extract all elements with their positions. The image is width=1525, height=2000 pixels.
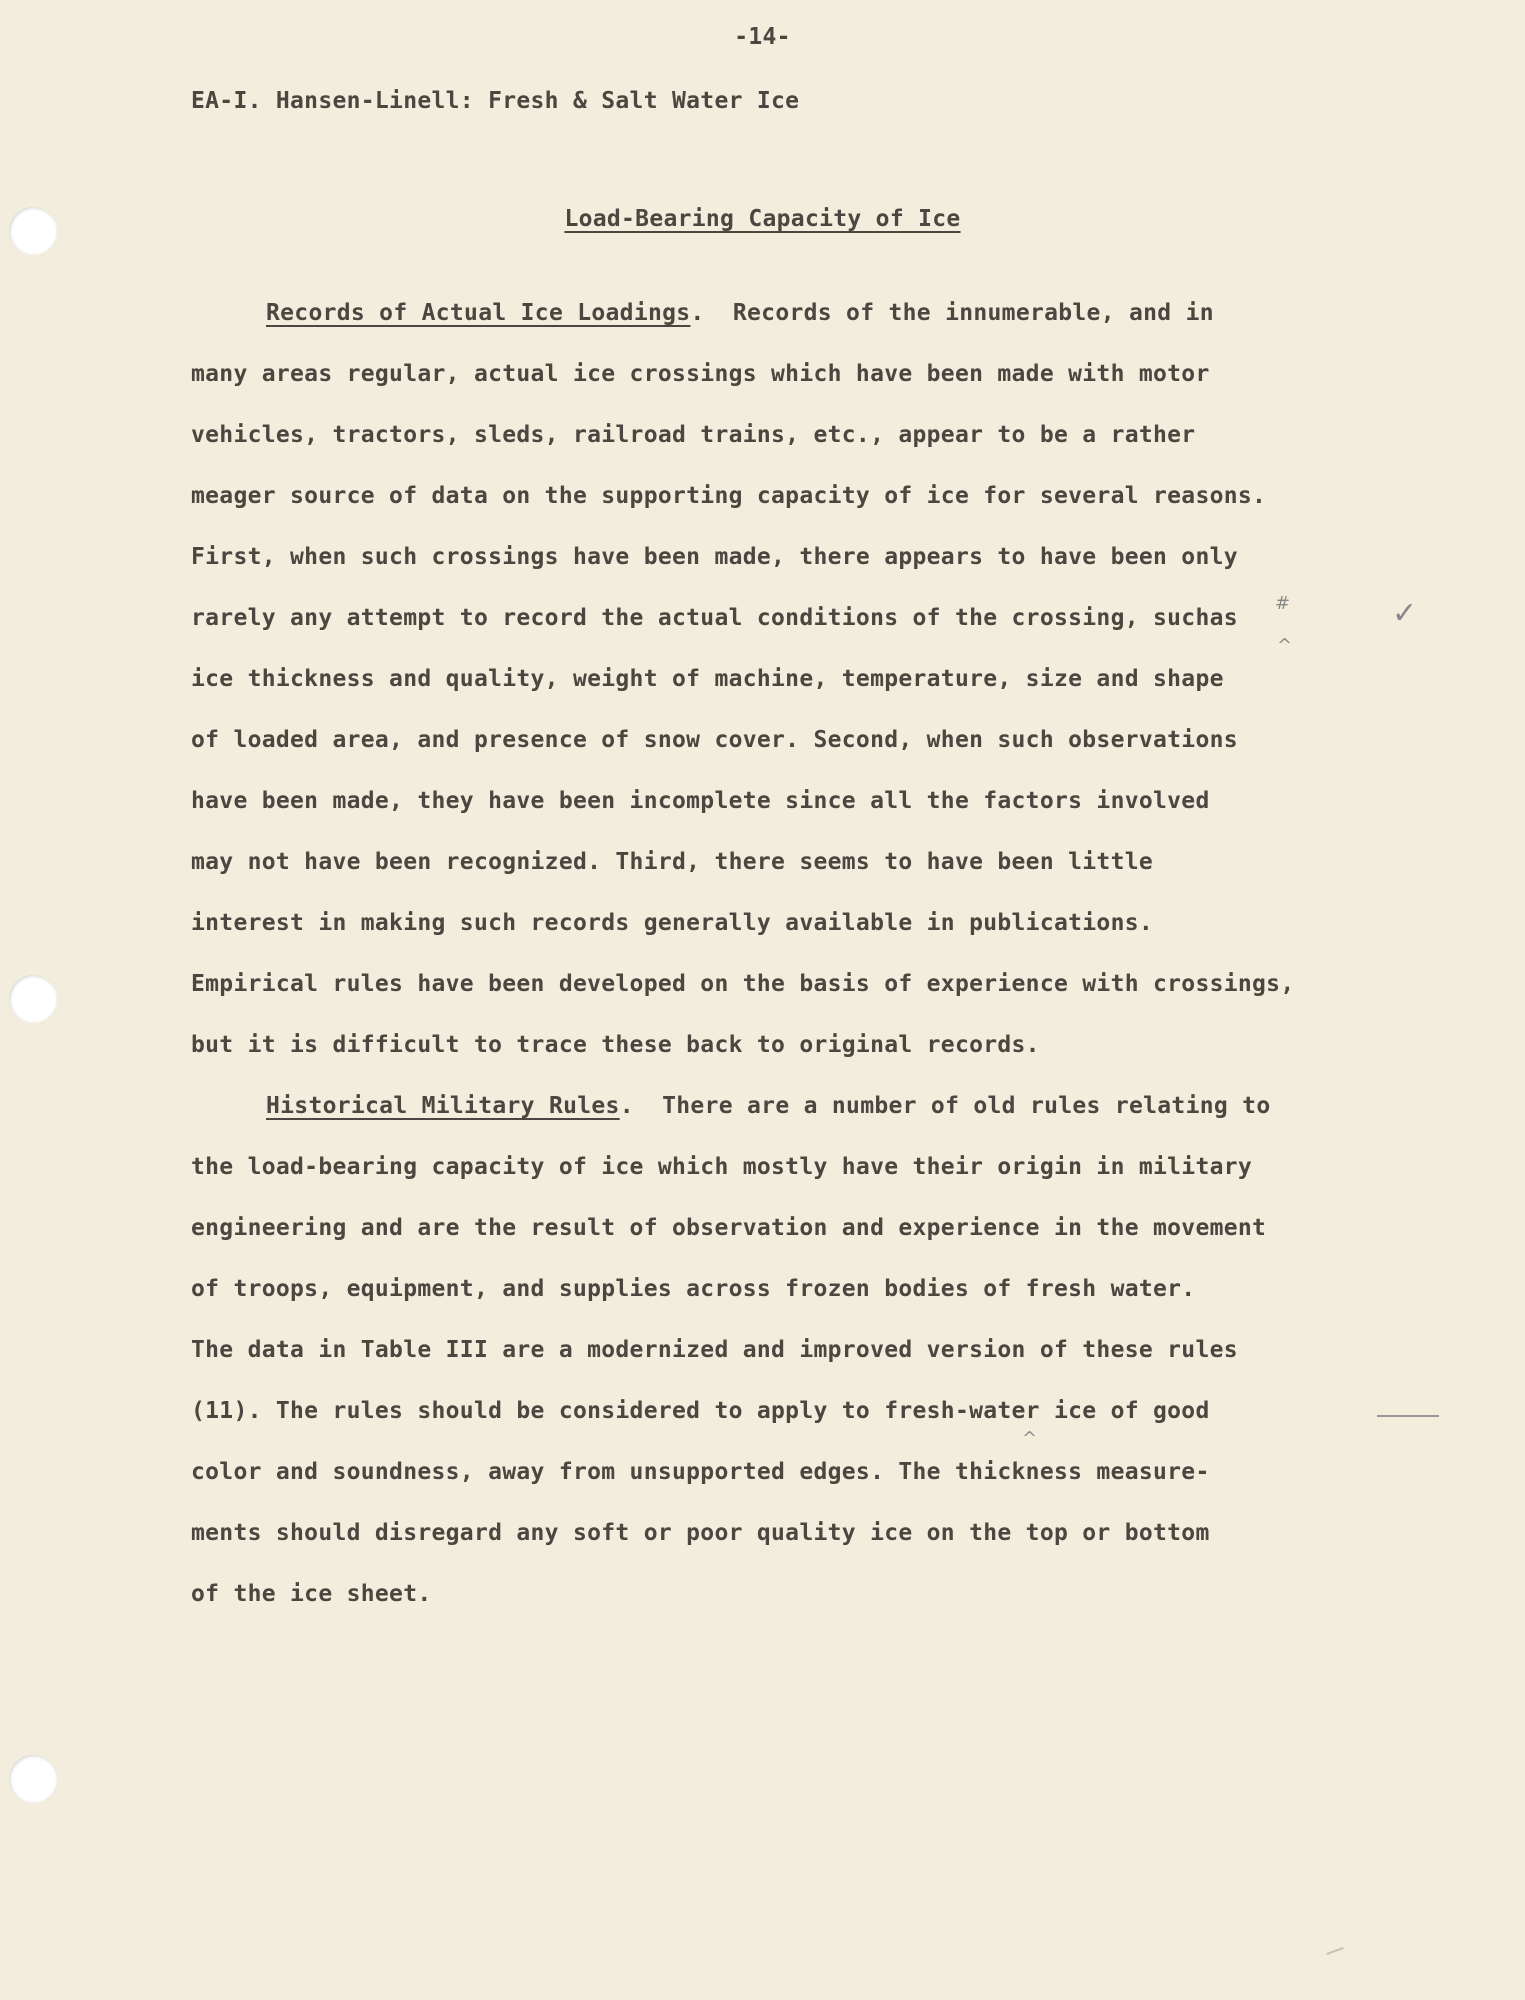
margin-dash-mark bbox=[1377, 1415, 1439, 1417]
paragraph1-line: meager source of data on the supporting capacity of ice for several reasons. bbox=[191, 483, 1267, 509]
paragraph1-line: interest in making such records generally available in publications. bbox=[191, 910, 1154, 936]
paragraph1-line: First, when such crossings have been made, there appears to have been only bbox=[191, 544, 1238, 570]
paragraph2-line: the load-bearing capacity of ice which mostly have their origin in military bbox=[191, 1154, 1253, 1180]
paragraph1-first-line-rest: Records of the innumerable, and in bbox=[704, 300, 1214, 326]
paragraph1-line: have been made, they have been incomplete since all the factors involved bbox=[191, 788, 1210, 814]
paragraph1-line: ice thickness and quality, weight of machine, temperature, size and shape bbox=[191, 666, 1224, 692]
paragraph2-heading: Historical Military Rules bbox=[266, 1093, 620, 1119]
paragraph2-first-line bbox=[266, 1091, 1270, 1121]
paragraph2-first-line-rest: There are a number of old rules relating to bbox=[633, 1093, 1271, 1119]
paragraph2-line: engineering and are the result of observation and experience in the movement bbox=[191, 1215, 1267, 1241]
punch-hole-middle bbox=[9, 975, 57, 1023]
corner-pencil-mark bbox=[1326, 1947, 1344, 1955]
paragraph1-line: Empirical rules have been developed on the basis of experience with crossings, bbox=[191, 971, 1295, 997]
paragraph1-heading: Records of Actual Ice Loadings bbox=[266, 300, 691, 326]
section-title-text: Load-Bearing Capacity of Ice bbox=[564, 206, 961, 232]
paragraph2-line: ments should disregard any soft or poor quality ice on the top or bottom bbox=[191, 1520, 1210, 1546]
paragraph2-line: of troops, equipment, and supplies across frozen bodies of fresh water. bbox=[191, 1276, 1196, 1302]
margin-check-mark: ✓ bbox=[1392, 596, 1418, 631]
paragraph1-first-line bbox=[266, 298, 1214, 328]
paragraph1-heading-punct: . bbox=[690, 300, 705, 326]
paragraph2-line: (11). The rules should be considered to apply to fresh-water ice of good bbox=[191, 1398, 1210, 1424]
paragraph1-line: may not have been recognized. Third, there seems to have been little bbox=[191, 849, 1154, 875]
paragraph2-line: color and soundness, away from unsupported edges. The thickness measure- bbox=[191, 1459, 1210, 1485]
page-number: -14- bbox=[734, 24, 791, 50]
paragraph1-line: rarely any attempt to record the actual conditions of the crossing, suchas bbox=[191, 605, 1238, 631]
paragraph1-line: of loaded area, and presence of snow cover. Second, when such observations bbox=[191, 727, 1238, 753]
paragraph2-line: The data in Table III are a modernized and improved version of these rules bbox=[191, 1337, 1238, 1363]
paragraph2-heading-punct: . bbox=[619, 1093, 634, 1119]
caret-mark-upper: ^ bbox=[1277, 635, 1293, 656]
section-title bbox=[0, 206, 1525, 232]
caret-mark-lower: ^ bbox=[1022, 1428, 1038, 1449]
paragraph2-line: of the ice sheet. bbox=[191, 1581, 432, 1607]
paragraph1-line: vehicles, tractors, sleds, railroad trains, etc., appear to be a rather bbox=[191, 422, 1196, 448]
running-header: EA-I. Hansen-Linell: Fresh & Salt Water Ice bbox=[191, 88, 800, 114]
space-insert-mark: # bbox=[1275, 593, 1291, 614]
paragraph1-line: many areas regular, actual ice crossings which have been made with motor bbox=[191, 361, 1210, 387]
paragraph1-line: but it is difficult to trace these back to original records. bbox=[191, 1032, 1040, 1058]
punch-hole-bottom bbox=[9, 1755, 57, 1803]
